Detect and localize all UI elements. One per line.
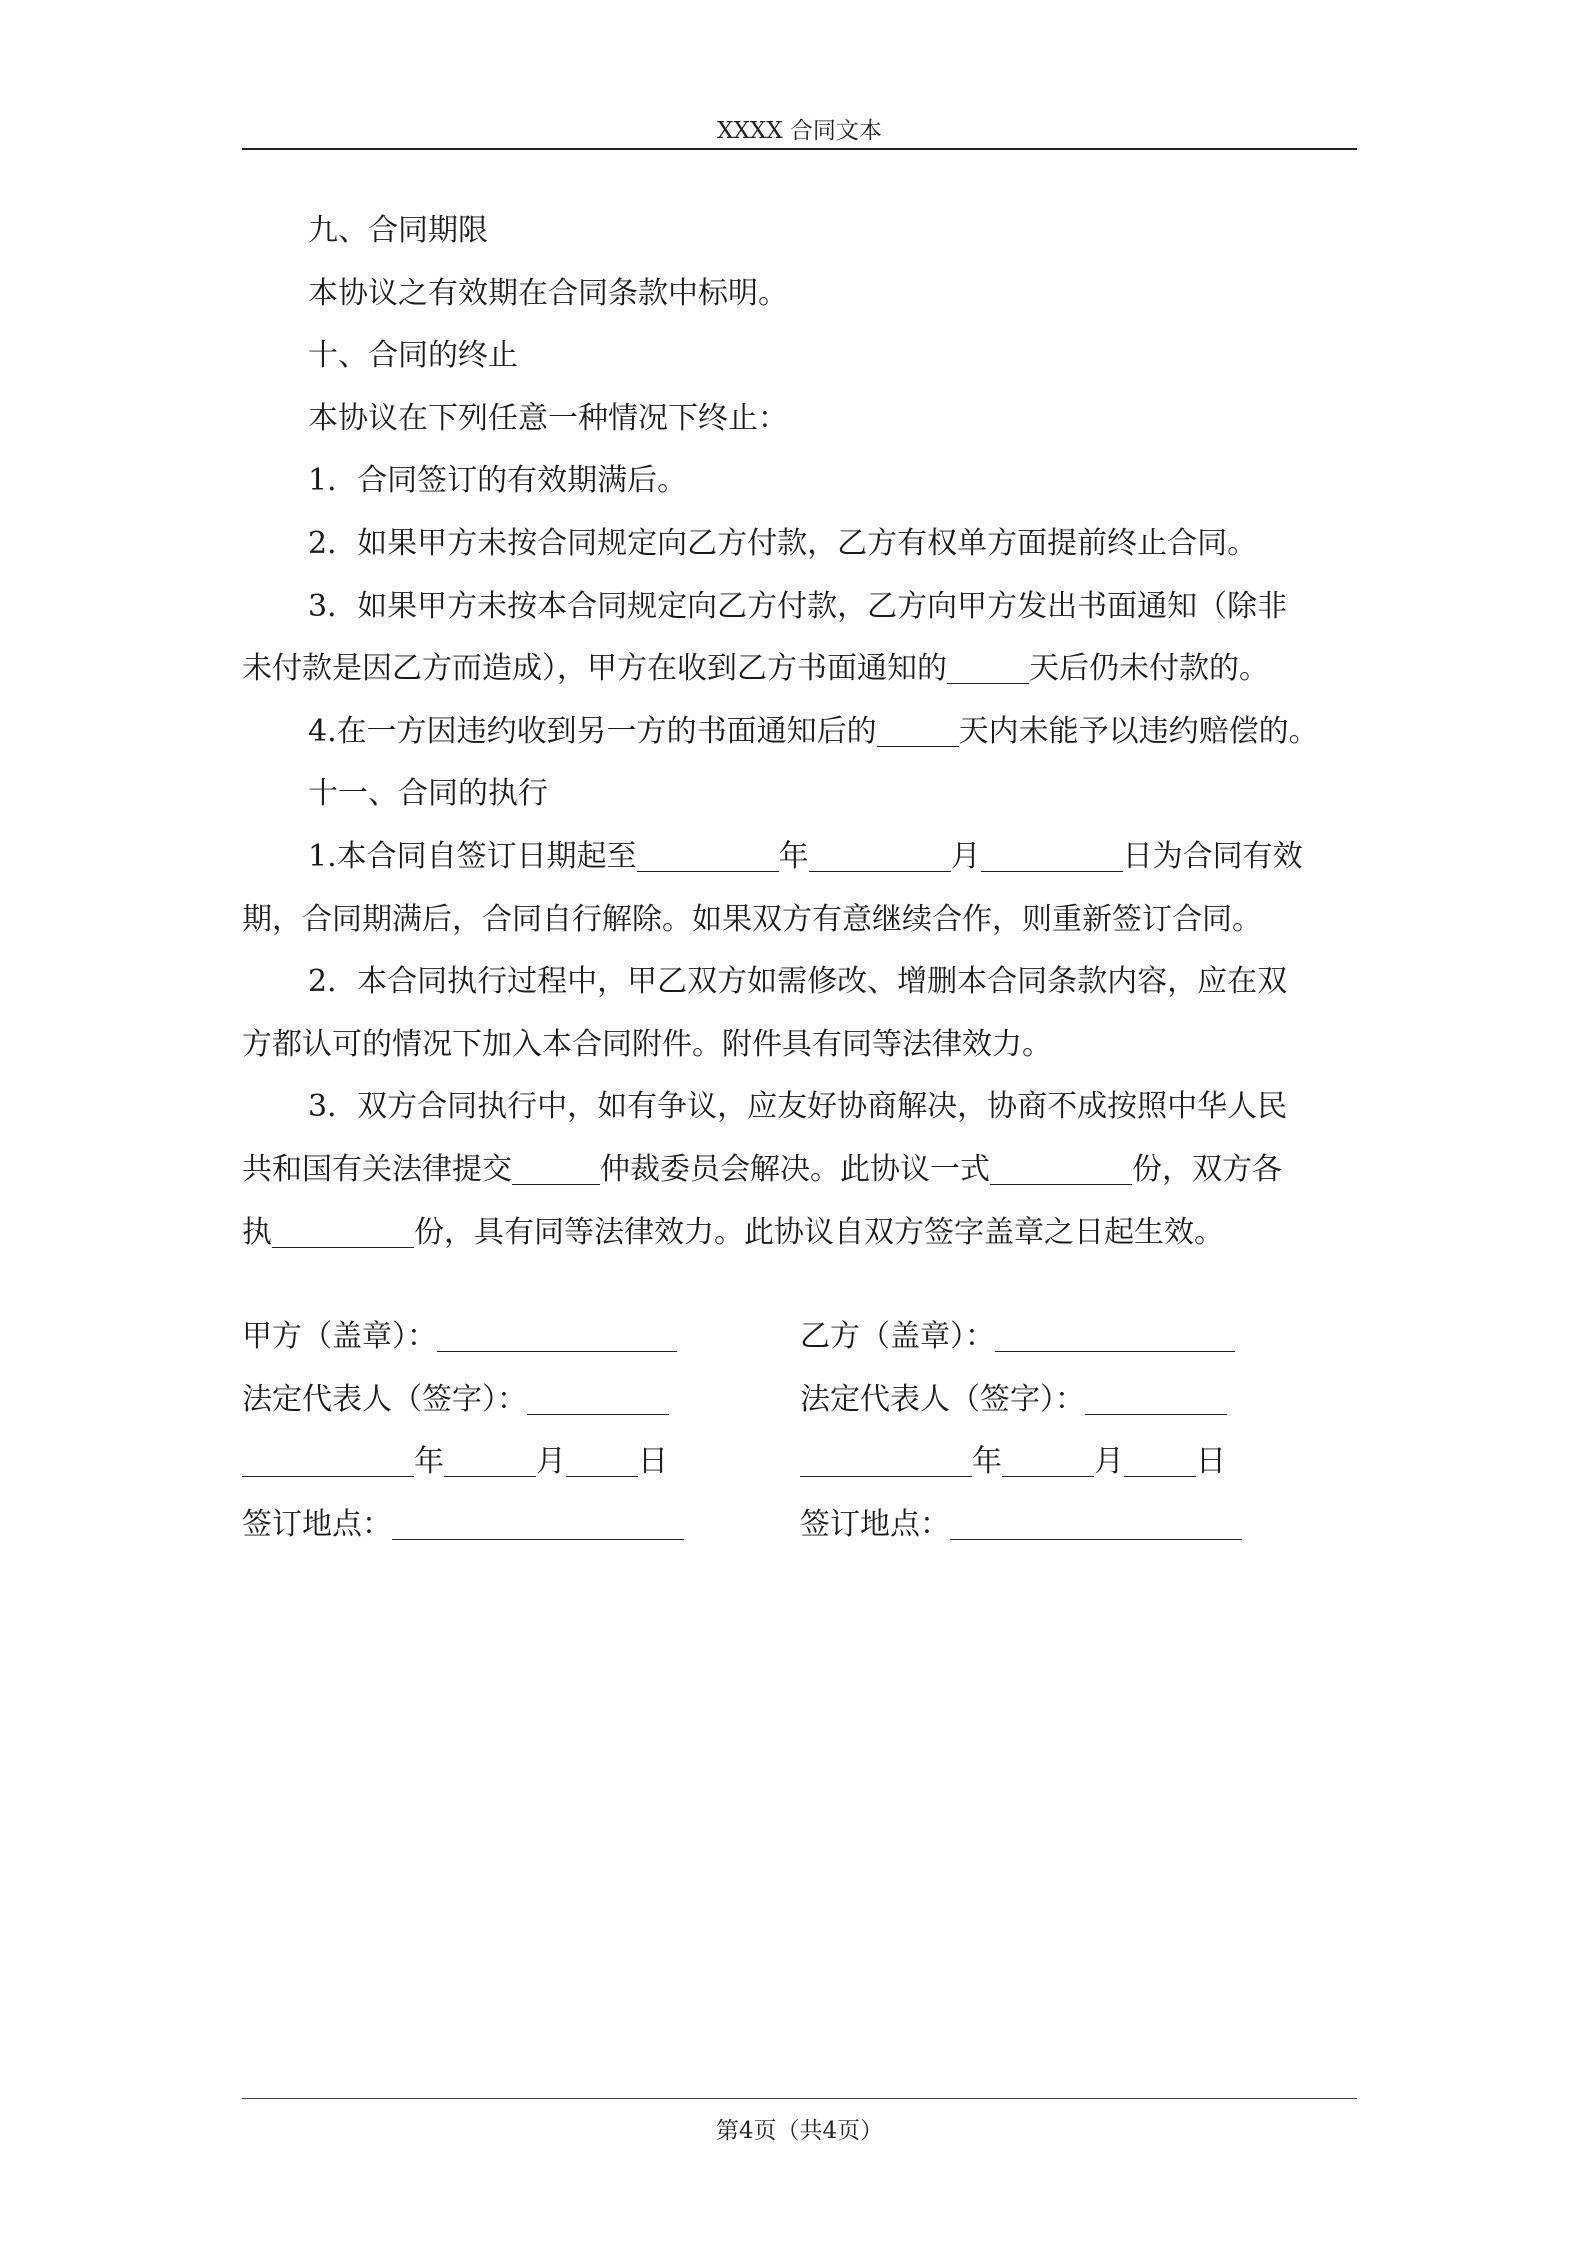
party-a-place-field[interactable] — [392, 1507, 684, 1540]
text-span: 仲裁委员会解决。此协议一式 — [600, 1151, 990, 1187]
party-b-date — [800, 1431, 1226, 1494]
text-span: 4.在一方因违约收到另一方的书面通知后的 — [308, 713, 877, 749]
year-blank[interactable] — [242, 1444, 414, 1477]
text-span: 天内未能予以违约赔偿的。 — [958, 713, 1319, 749]
party-b-seal-label: 乙方（盖章）： — [800, 1319, 995, 1354]
party-b-place-field[interactable] — [950, 1507, 1242, 1540]
party-a-seal — [242, 1306, 677, 1369]
section-10-item-3-line-2 — [242, 638, 1357, 701]
text-span: 份，具有同等法律效力。此协议自双方签字盖章之日起生效。 — [414, 1214, 1224, 1250]
page-number: 第4页（共4页） — [715, 2118, 884, 2144]
day-label: 日 — [1196, 1444, 1226, 1480]
day-blank[interactable] — [566, 1444, 638, 1477]
party-a-place — [242, 1494, 684, 1557]
seal-row — [242, 1306, 1357, 1369]
text-span: 执 — [242, 1214, 272, 1250]
text-span: 共和国有关法律提交 — [242, 1151, 512, 1187]
year-blank[interactable] — [637, 839, 779, 872]
day-blank[interactable] — [981, 839, 1123, 872]
text-span: 1.本合同自签订日期起至 — [308, 838, 637, 874]
section-10-item-3-line-1: 3．如果甲方未按本合同规定向乙方付款，乙方向甲方发出书面通知（除非 — [308, 588, 1288, 624]
place-label: 签订地点： — [800, 1506, 950, 1542]
signature-block — [242, 1306, 1357, 1556]
section-10-item-4 — [242, 701, 1357, 764]
section-10-intro: 本协议在下列任意一种情况下终止： — [308, 400, 788, 436]
section-11-title: 十一、合同的执行 — [308, 776, 548, 812]
party-b-seal — [800, 1306, 1235, 1369]
month-blank[interactable] — [1002, 1444, 1094, 1477]
text-span: 月 — [950, 838, 981, 874]
section-9-title: 九、合同期限 — [308, 213, 488, 248]
month-blank[interactable] — [444, 1444, 536, 1477]
section-9-paragraph: 本协议之有效期在合同条款中标明。 — [308, 275, 788, 311]
legal-rep-label: 法定代表人（签字）： — [242, 1381, 527, 1417]
section-10-item-2: 2．如果甲方未按合同规定向乙方付款，乙方有权单方面提前终止合同。 — [308, 525, 1258, 561]
party-a-legal-rep — [242, 1369, 669, 1432]
header-divider — [242, 148, 1357, 150]
contract-body — [242, 200, 1357, 1264]
year-blank[interactable] — [800, 1444, 972, 1477]
text-span: 年 — [778, 838, 809, 874]
text-span: 未付款是因乙方而造成），甲方在收到乙方书面通知的 — [242, 651, 947, 687]
footer-divider — [242, 2098, 1357, 2099]
section-11-item-3-line-3 — [242, 1202, 1357, 1265]
place-label: 签订地点： — [242, 1506, 392, 1542]
copies-each-blank[interactable] — [272, 1215, 414, 1248]
section-11-item-3-line-2 — [242, 1139, 1357, 1202]
place-row — [242, 1494, 1357, 1557]
text-span: 份，双方各 — [1132, 1151, 1282, 1187]
party-b-legal-rep — [800, 1369, 1227, 1432]
date-row — [242, 1431, 1357, 1494]
year-label: 年 — [972, 1444, 1002, 1480]
section-11-item-1-line-2: 期，合同期满后，合同自行解除。如果双方有意继续合作，则重新签订合同。 — [242, 901, 1262, 937]
section-11-item-2-line-1: 2．本合同执行过程中，甲乙双方如需修改、增删本合同条款内容，应在双 — [308, 964, 1288, 1000]
month-blank[interactable] — [809, 839, 951, 872]
party-b-place — [800, 1494, 1242, 1557]
days-blank[interactable] — [947, 651, 1029, 684]
text-span: 天后仍未付款的。 — [1029, 651, 1269, 687]
legal-rep-label: 法定代表人（签字）： — [800, 1381, 1085, 1417]
section-11-item-2-line-2: 方都认可的情况下加入本合同附件。附件具有同等法律效力。 — [242, 1026, 1052, 1062]
year-label: 年 — [414, 1444, 444, 1480]
legal-rep-row — [242, 1369, 1357, 1432]
day-label: 日 — [638, 1444, 668, 1480]
copies-total-blank[interactable] — [990, 1152, 1132, 1185]
party-a-date — [242, 1431, 668, 1494]
text-span: 日为合同有效 — [1122, 838, 1303, 874]
arbitration-commission-blank[interactable] — [512, 1152, 600, 1185]
party-a-seal-field[interactable] — [437, 1319, 677, 1352]
section-10-item-1: 1．合同签订的有效期满后。 — [308, 463, 688, 499]
party-b-seal-field[interactable] — [995, 1319, 1235, 1352]
days-blank[interactable] — [877, 714, 959, 747]
section-11-item-3-line-1: 3．双方合同执行中，如有争议，应友好协商解决，协商不成按照中华人民 — [308, 1089, 1288, 1125]
section-11-item-1-line-1 — [242, 826, 1357, 889]
page-header-title: XXXX 合同文本 — [717, 118, 882, 144]
month-label: 月 — [536, 1444, 566, 1480]
section-10-title: 十、合同的终止 — [308, 338, 518, 374]
party-a-seal-label: 甲方（盖章）： — [242, 1319, 437, 1354]
party-b-legal-rep-field[interactable] — [1085, 1382, 1227, 1415]
day-blank[interactable] — [1124, 1444, 1196, 1477]
month-label: 月 — [1094, 1444, 1124, 1480]
party-a-legal-rep-field[interactable] — [527, 1382, 669, 1415]
